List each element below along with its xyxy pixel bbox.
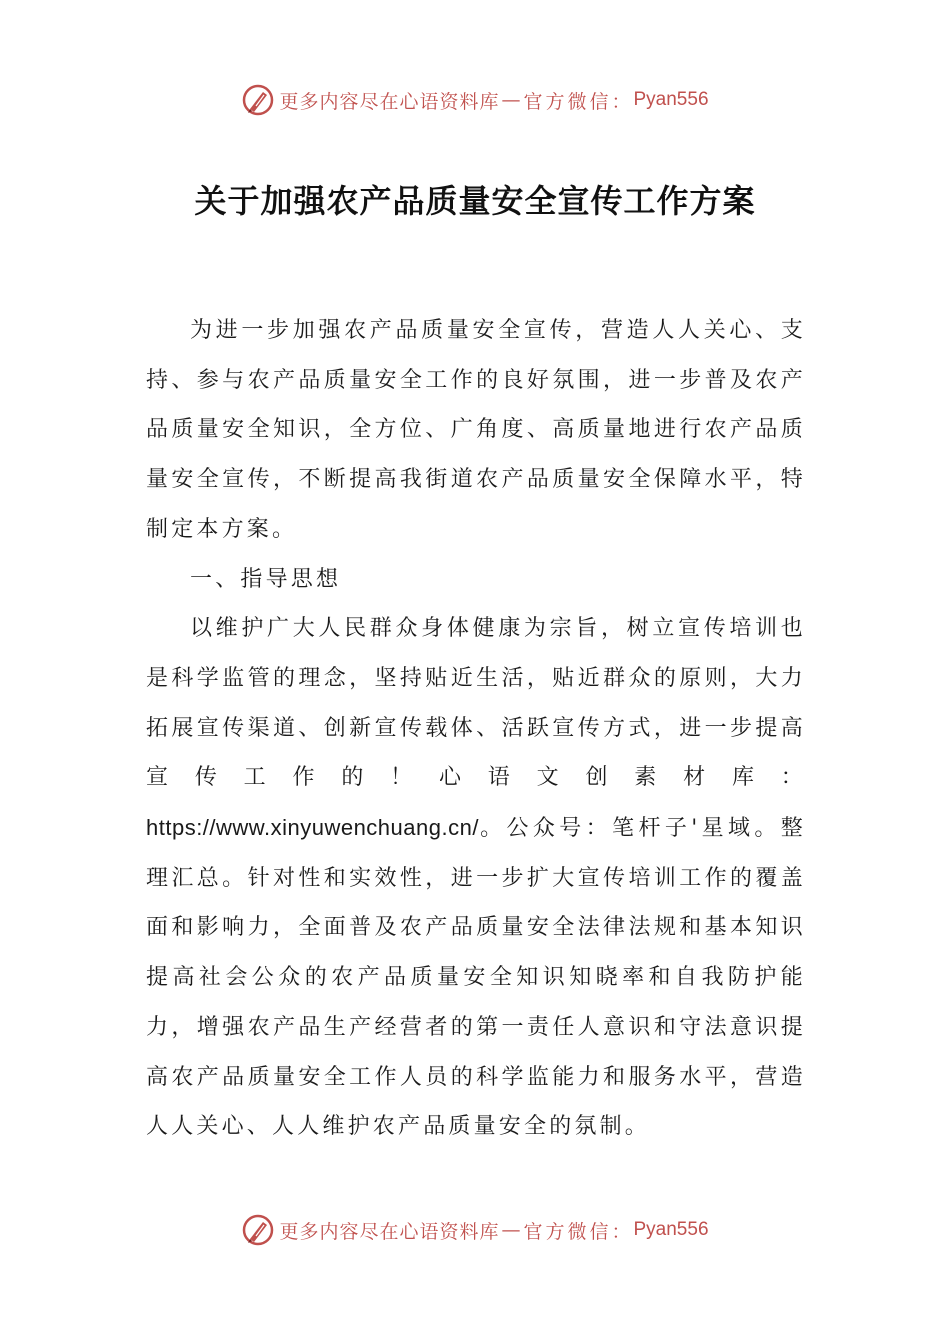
website-link[interactable]: https://www.xinyuwenchuang.cn/ bbox=[146, 815, 479, 841]
document-body bbox=[146, 306, 806, 1152]
banner-text: 更多内容尽在心语资料库 bbox=[279, 90, 500, 113]
header-watermark-banner bbox=[0, 80, 950, 120]
banner-separator: — bbox=[501, 1219, 522, 1241]
intro-paragraph: 为进一步加强农产品质量安全宣传，营造人人关心、支持、参与农产品质量安全工作的良好氛围，进一步普及农产品质量安全知识，全方位、广角度、高质量地进行农产品质量安全宣传，不断提高我街道农产品质量安全保障水平，特制定本方案。 bbox=[146, 318, 806, 542]
pen-nib-logo-icon bbox=[241, 83, 275, 117]
banner-wechat-id: Pyan556 bbox=[633, 89, 709, 110]
paragraph-text-part1: 以维护广大人民群众身体健康为宗旨，树立宣传培训也是科学监管的理念，坚持贴近生活，贴近群众的原则，大力拓展宣传渠道、创新宣传载体、活跃宣传方式，进一步提高宣传工作的！心语文创素材库： bbox=[146, 616, 806, 791]
banner-wechat-id: Pyan556 bbox=[633, 1219, 709, 1240]
section-heading: 一、指导思想 bbox=[190, 566, 342, 592]
body-paragraph bbox=[146, 604, 806, 1152]
banner-text: 更多内容尽在心语资料库 bbox=[279, 1220, 500, 1243]
document-title: 关于加强农产品质量安全宣传工作方案 bbox=[194, 182, 756, 220]
banner-separator: — bbox=[501, 89, 522, 111]
paragraph-text-part2: 。公众号：笔杆子'星域。整理汇总。针对性和实效性，进一步扩大宣传培训工作的覆盖面和影响力，全面普及农产品质量安全法律法规和基本知识提高社会公众的农产品质量安全知识知晓率和自我防护能力，增强农产品生产经营者的第一责任人意识和守法意识提高农产品质量安全工作人员的科学监能力和服务水平，营造人人关心、人人维护农产品质量安全的氛制。 bbox=[146, 816, 806, 1140]
banner-suffix: 官方微信： bbox=[523, 1220, 634, 1243]
footer-watermark-banner bbox=[0, 1210, 950, 1250]
pen-nib-logo-icon bbox=[241, 1213, 275, 1247]
banner-suffix: 官方微信： bbox=[523, 90, 634, 113]
